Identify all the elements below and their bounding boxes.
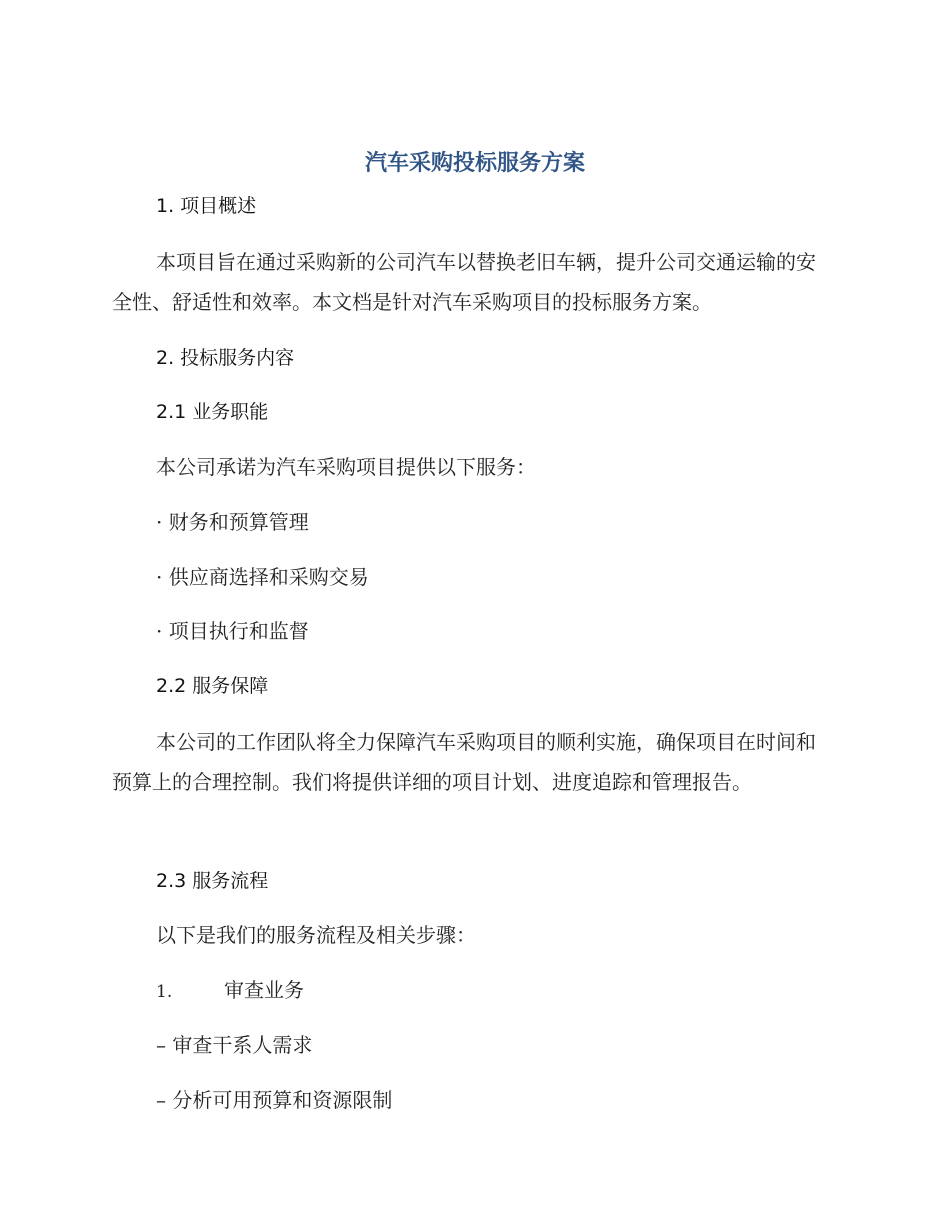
list-item: · 供应商选择和采购交易 bbox=[156, 565, 369, 589]
list-item: · 财务和预算管理 bbox=[156, 510, 309, 534]
section-2-2-paragraph: 本公司的工作团队将全力保障汽车采购项目的顺利实施，确保项目在时间和预算上的合理控制。我们将提供详细的项目计划、进度追踪和管理报告。 bbox=[112, 730, 816, 794]
section-2-3-intro: 以下是我们的服务流程及相关步骤： bbox=[156, 923, 476, 947]
list-item: – 审查干系人需求 bbox=[156, 1033, 313, 1057]
list-item: – 分析可用预算和资源限制 bbox=[156, 1088, 393, 1112]
section-heading-2-1: 2.1 业务职能 bbox=[156, 401, 269, 423]
step-number: 1. bbox=[156, 982, 173, 1002]
numbered-step bbox=[156, 975, 304, 1007]
section-2-1-intro: 本公司承诺为汽车采购项目提供以下服务： bbox=[156, 455, 536, 479]
step-label: 审查业务 bbox=[224, 978, 304, 1002]
document-title: 汽车采购投标服务方案 bbox=[364, 151, 585, 176]
section-heading-1: 1. 项目概述 bbox=[156, 195, 257, 217]
section-heading-2-3: 2.3 服务流程 bbox=[156, 870, 269, 892]
list-item: · 项目执行和监督 bbox=[156, 619, 309, 643]
section-1-paragraph: 本项目旨在通过采购新的公司汽车以替换老旧车辆，提升公司交通运输的安全性、舒适性和效率。本文档是针对汽车采购项目的投标服务方案。 bbox=[112, 250, 816, 314]
section-heading-2-2: 2.2 服务保障 bbox=[156, 675, 269, 697]
section-heading-2: 2. 投标服务内容 bbox=[156, 347, 295, 369]
